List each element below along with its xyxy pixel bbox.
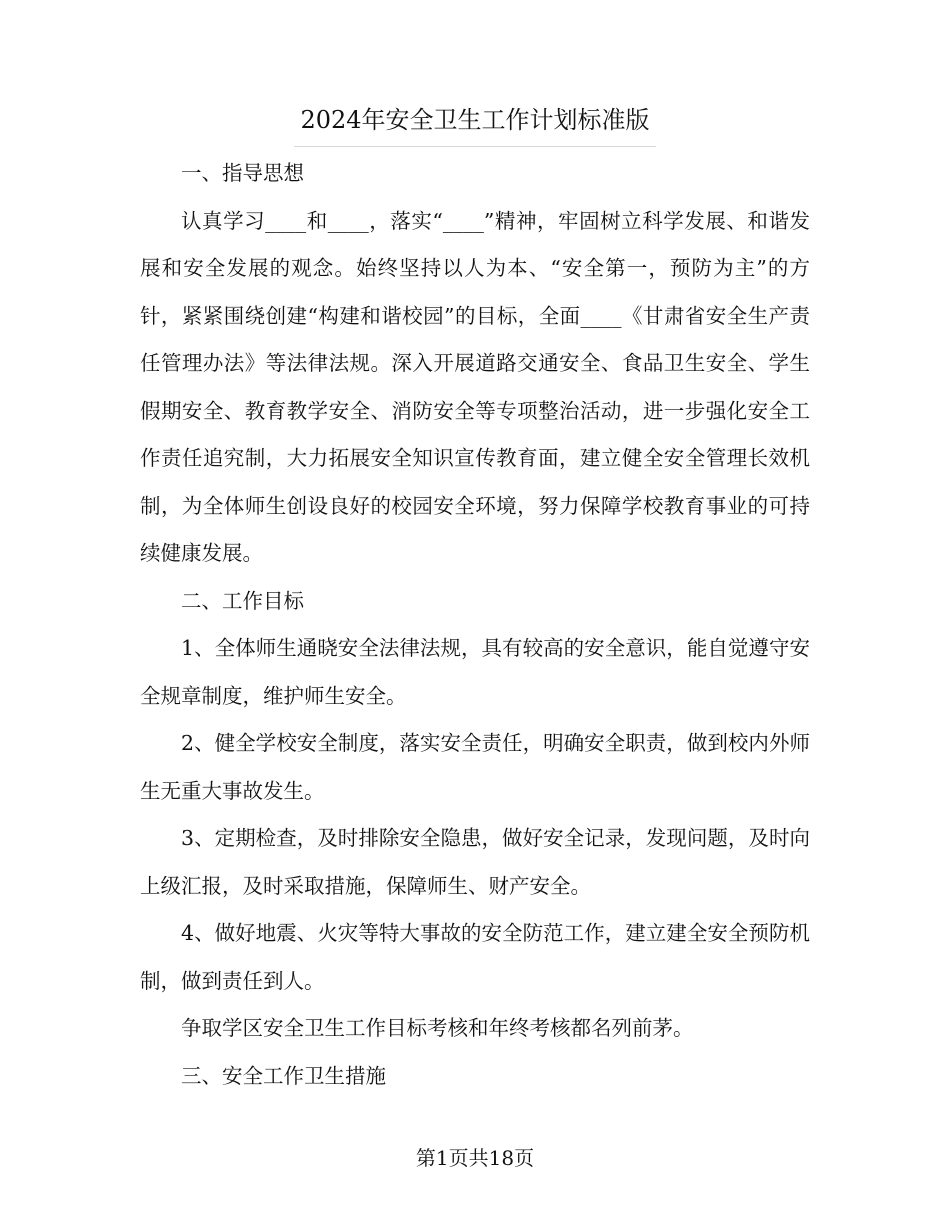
heading-safety-measures: 三、安全工作卫生措施: [181, 1063, 386, 1088]
goal-item-2: 2、健全学校安全制度，落实安全责任，明确安全职责，做到校内外师生无重大事故发生。: [140, 731, 810, 803]
page-number-footer: 第1页共18页: [415, 1146, 535, 1170]
document-title: 2024年安全卫生工作计划标准版: [294, 96, 655, 147]
goal-item-3: 3、定期检查，及时排除安全隐患，做好安全记录，发现问题，及时向上级汇报，及时采取措施，保障师生、财产安全。: [140, 826, 810, 898]
title-container: [0, 96, 950, 147]
heading-work-goals: 二、工作目标: [181, 588, 304, 613]
goal-item-1: 1、全体师生通晓安全法律法规，具有较高的安全意识，能自觉遵守安全规章制度，维护师生安全。: [140, 636, 810, 708]
goal-summary: 争取学区安全卫生工作目标考核和年终考核都名列前茅。: [181, 1016, 694, 1040]
heading-guiding-ideology: 一、指导思想: [181, 161, 304, 185]
paragraph-guiding-ideology: 认真学习____和____，落实“____”精神，牢固树立科学发展、和谐发展和安全发展的观念。始终坚持以人为本、“安全第一，预防为主”的方针，紧紧围绕创建“构建和谐校园”的目标，全面____《甘肃省安全生产责任管理办法》等法律法规。深入开展道路交通安全、食品卫生安全、学生假期安全、教育教学安全、消防安全等专项整治活动，进一步强化安全工作责任追究制，大力拓展安全知识宣传教育面，建立健全安全管理长效机制，为全体师生创设良好的校园安全环境，努力保障学校教育事业的可持续健康发展。: [140, 208, 810, 565]
goal-item-4: 4、做好地震、火灾等特大事故的安全防范工作，建立建全安全预防机制，做到责任到人。: [140, 921, 810, 993]
document-body: [140, 150, 810, 1100]
